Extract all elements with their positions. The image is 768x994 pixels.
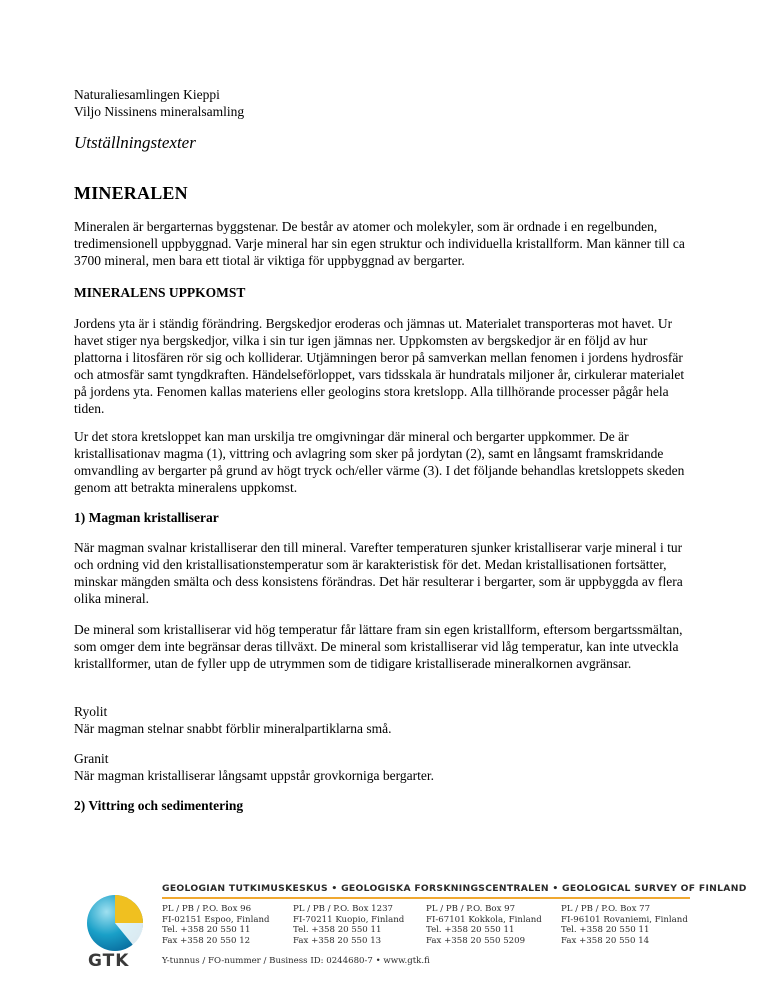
office-fax: Fax +358 20 550 12 — [162, 935, 251, 946]
section-heading-magma: 1) Magman kristalliserar — [74, 510, 219, 525]
collection-name: Naturaliesamlingen Kieppi — [74, 87, 220, 102]
office-rovaniemi — [561, 904, 688, 946]
office-box: PL / PB / P.O. Box 97 — [426, 904, 516, 914]
gtk-globe-logo-icon — [85, 893, 145, 953]
granit-label: Granit — [74, 751, 109, 766]
office-fax: Fax +358 20 550 5209 — [426, 935, 526, 946]
office-tel: Tel. +358 20 550 11 — [293, 925, 382, 936]
office-city: FI-67101 Kokkola, Finland — [426, 914, 542, 925]
intro-paragraph: Mineralen är bergarternas byggstenar. De består av atomer och molekyler, som är ordnade i en regelbunden, tredimensionell uppbyggnad. Varje mineral har sin egen struktur och individuella kristallform. Man känner till ca 3700 mineral, men bara ett tiotal är viktiga för uppbyggnad av bergarter. — [74, 219, 685, 268]
page-title: MINERALEN — [74, 183, 188, 203]
uppkomst-paragraph-2: Ur det stora kretsloppet kan man urskilja tre omgivningar där mineral och bergarter uppkommer. De är kristallisationav magma (1), vittring och avlagring som sker på jordytan (2), samt en långsamt framskridande omvandling av bergarter på grund av högt tryck och/eller värme (3). I det följande behandlas kretsloppets skeden genom att betrakta mineralens uppkomst. — [74, 429, 685, 495]
office-kokkola — [426, 904, 542, 946]
office-tel: Tel. +358 20 550 11 — [561, 925, 650, 936]
footer-accent-rule — [162, 897, 690, 899]
office-fax: Fax +358 20 550 14 — [561, 935, 650, 946]
magma-paragraph-2: De mineral som kristalliserar vid hög temperatur får lättare fram sin egen kristallform, eftersom bergartssmältan, som omger dem inte begränsar deras tillväxt. De mineral som kristalliserar vid låg temperatur, kan inte utveckla kristallformer, utan de fyller upp de utrymmen som de tidigare kristalliserade mineralkornen avgränsar. — [74, 622, 683, 671]
office-city: FI-96101 Rovaniemi, Finland — [561, 914, 688, 925]
business-id-line: Y-tunnus / FO-nummer / Business ID: 0244680-7 • www.gtk.fi — [162, 956, 430, 966]
organization-line: GEOLOGIAN TUTKIMUSKESKUS • GEOLOGISKA FORSKNINGSCENTRALEN • GEOLOGICAL SURVEY OF FINLAND — [162, 883, 747, 894]
section-heading-uppkomst: MINERALENS UPPKOMST — [74, 285, 246, 300]
office-city: FI-70211 Kuopio, Finland — [293, 914, 405, 925]
office-tel: Tel. +358 20 550 11 — [426, 925, 515, 936]
document-subtitle: Utställningstexter — [74, 133, 196, 152]
gtk-logo-text: GTK — [88, 951, 130, 971]
office-espoo — [162, 904, 269, 946]
granit-text: När magman kristalliserar långsamt uppstår grovkorniga bergarter. — [74, 768, 435, 783]
office-tel: Tel. +358 20 550 11 — [162, 925, 251, 936]
office-fax: Fax +358 20 550 13 — [293, 935, 382, 946]
uppkomst-paragraph-1: Jordens yta är i ständig förändring. Bergskedjor eroderas och jämnas ut. Materialet transporteras mot havet. Ur havet stiger nya bergskedjor, vilka i sin tur igen jämnas ner. Uppkomsten av bergskedjor är en följd av hur plattorna i litosfären rör sig och kolliderar. Utjämningen beror på samverkan mellan fenomen i jordens hydrosfär och atmosfär samt tyngdkraften. Händelseförloppet, vars tidsskala är hundratals miljoner år, cirkulerar materialet på jordens yta. Fenomen kallas materiens eller geologins stora kretslopp. Alla tillhörande processer pågår hela tiden. — [74, 316, 685, 416]
collection-subname: Viljo Nissinens mineralsamling — [74, 104, 245, 119]
magma-paragraph-1: När magman svalnar kristalliserar den till mineral. Varefter temperaturen sjunker kristalliserar varje mineral i tur och ordning vid den kristallisationstemperatur som är karakteristisk för det. Medan kristallisationen fortsätter, minskar mängden smälta och dess konsistens förändras. Det här resulterar i bergarter, som är uppbyggda av flera olika mineral. — [74, 540, 683, 606]
office-box: PL / PB / P.O. Box 96 — [162, 904, 252, 914]
section-heading-vittring: 2) Vittring och sedimentering — [74, 798, 244, 813]
office-kuopio — [293, 904, 404, 946]
office-city: FI-02151 Espoo, Finland — [162, 914, 270, 925]
ryolit-label: Ryolit — [74, 704, 108, 719]
ryolit-text: När magman stelnar snabbt förblir mineralpartiklarna små. — [74, 721, 392, 736]
office-box: PL / PB / P.O. Box 77 — [561, 904, 651, 914]
office-box: PL / PB / P.O. Box 1237 — [293, 904, 394, 914]
